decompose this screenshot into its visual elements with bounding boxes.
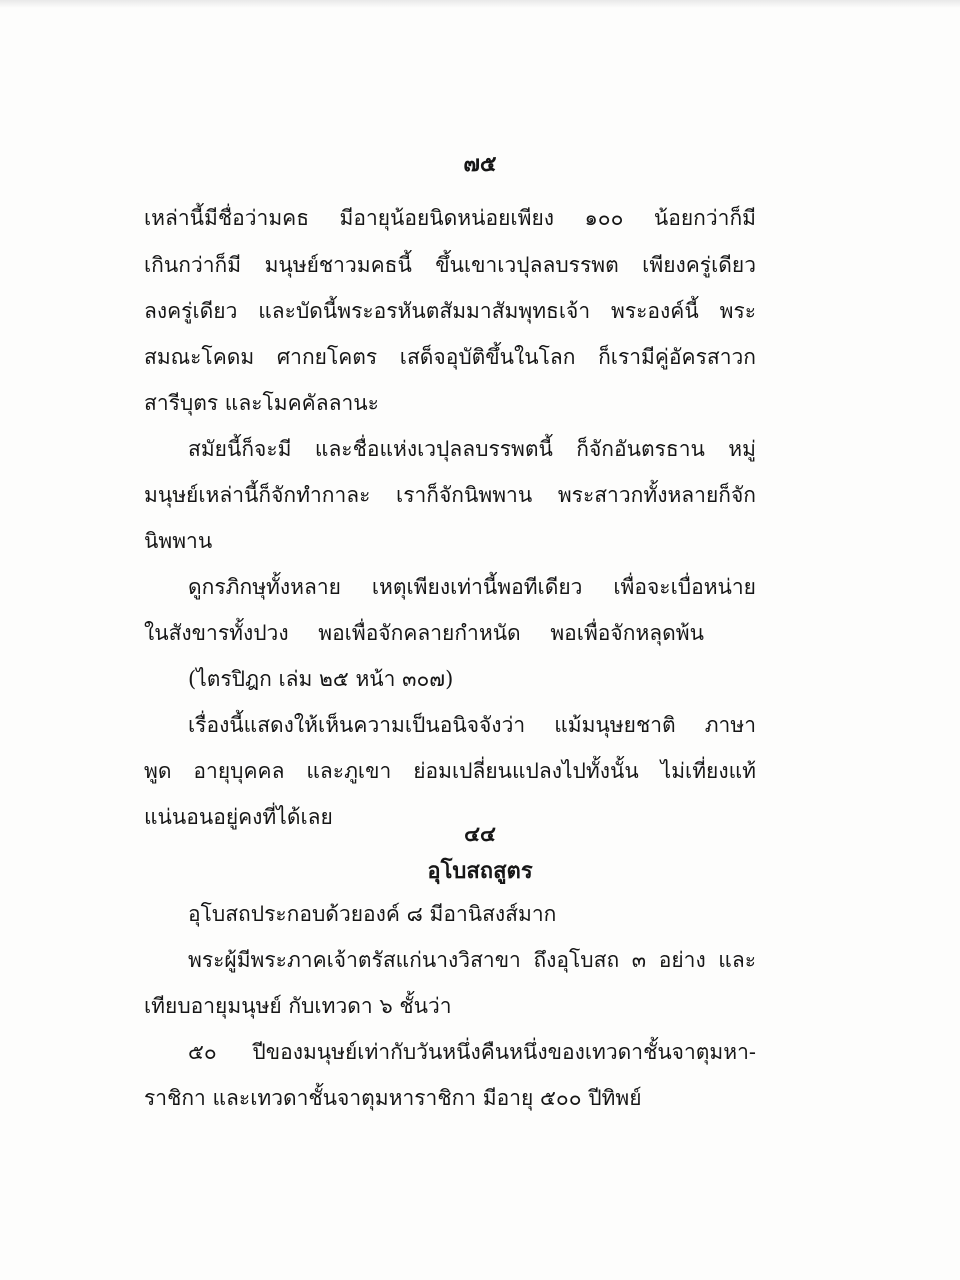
body-line: นิพพาน: [144, 529, 213, 553]
body-line: แน่นอนอยู่คงที่ได้เลย: [144, 805, 333, 829]
scan-top-edge: [0, 0, 960, 8]
body-line: พูด อายุบุคคล และภูเขา ย่อมเปลี่ยนแปลงไปทั้งนั้น ไม่เที่ยงแท้: [144, 759, 756, 783]
body-line: สารีบุตร และโมคคัลลานะ: [144, 391, 379, 415]
paragraph-start-line: อุโบสถประกอบด้วยองค์ ๘ มีอานิสงส์มาก: [188, 902, 557, 926]
page-number: ๗๕: [463, 151, 497, 177]
paragraph-start-line: พระผู้มีพระภาคเจ้าตรัสแก่นางวิสาขา ถึงอุโบสถ ๓ อย่าง และ: [188, 948, 756, 972]
body-line: เทียบอายุมนุษย์ กับเทวดา ๖ ชั้นว่า: [144, 994, 452, 1018]
citation-line: (ไตรปิฎก เล่ม ๒๕ หน้า ๓๐๗): [188, 667, 454, 691]
body-line: เหล่านี้มีชื่อว่ามคธ มีอายุน้อยนิดหน่อยเพียง ๑๐๐ น้อยกว่าก็มี: [144, 206, 756, 230]
body-line: เกินกว่าก็มี มนุษย์ชาวมคธนี้ ขึ้นเขาเวปุลลบรรพต เพียงครู่เดียว: [144, 253, 756, 277]
body-line: มนุษย์เหล่านี้ก็จักทำกาละ เราก็จักนิพพาน พระสาวกทั้งหลายก็จัก: [144, 483, 756, 507]
body-line: ในสังขารทั้งปวง พอเพื่อจักคลายกำหนัด พอเพื่อจักหลุดพ้น: [144, 621, 704, 645]
paragraph-start-line: สมัยนี้ก็จะมี และชื่อแห่งเวปุลลบรรพตนี้ ก็จักอันตรธาน หมู่: [188, 437, 756, 461]
paragraph-start-line: เรื่องนี้แสดงให้เห็นความเป็นอนิจจังว่า แม้มนุษยชาติ ภาษา: [188, 713, 756, 737]
paragraph-start-line: ๕๐ ปีของมนุษย์เท่ากับวันหนึ่งคืนหนึ่งของเทวดาชั้นจาตุมหา-: [188, 1040, 756, 1064]
body-line: ราชิกา และเทวดาชั้นจาตุมหาราชิกา มีอายุ ๕๐๐ ปีทิพย์: [144, 1086, 642, 1110]
section-number: ๔๔: [464, 821, 496, 846]
paragraph-start-line: ดูกรภิกษุทั้งหลาย เหตุเพียงเท่านี้พอทีเดียว เพื่อจะเบื่อหน่าย: [188, 575, 756, 599]
section-title: อุโบสถสูตร: [427, 858, 533, 884]
body-line: สมณะโคดม ศากยโคตร เสด็จอุบัติขึ้นในโลก ก็เรามีคู่อัครสาวก: [144, 345, 756, 369]
body-line: ลงครู่เดียว และบัดนี้พระอรหันตสัมมาสัมพุทธเจ้า พระองค์นี้ พระ: [144, 299, 756, 323]
